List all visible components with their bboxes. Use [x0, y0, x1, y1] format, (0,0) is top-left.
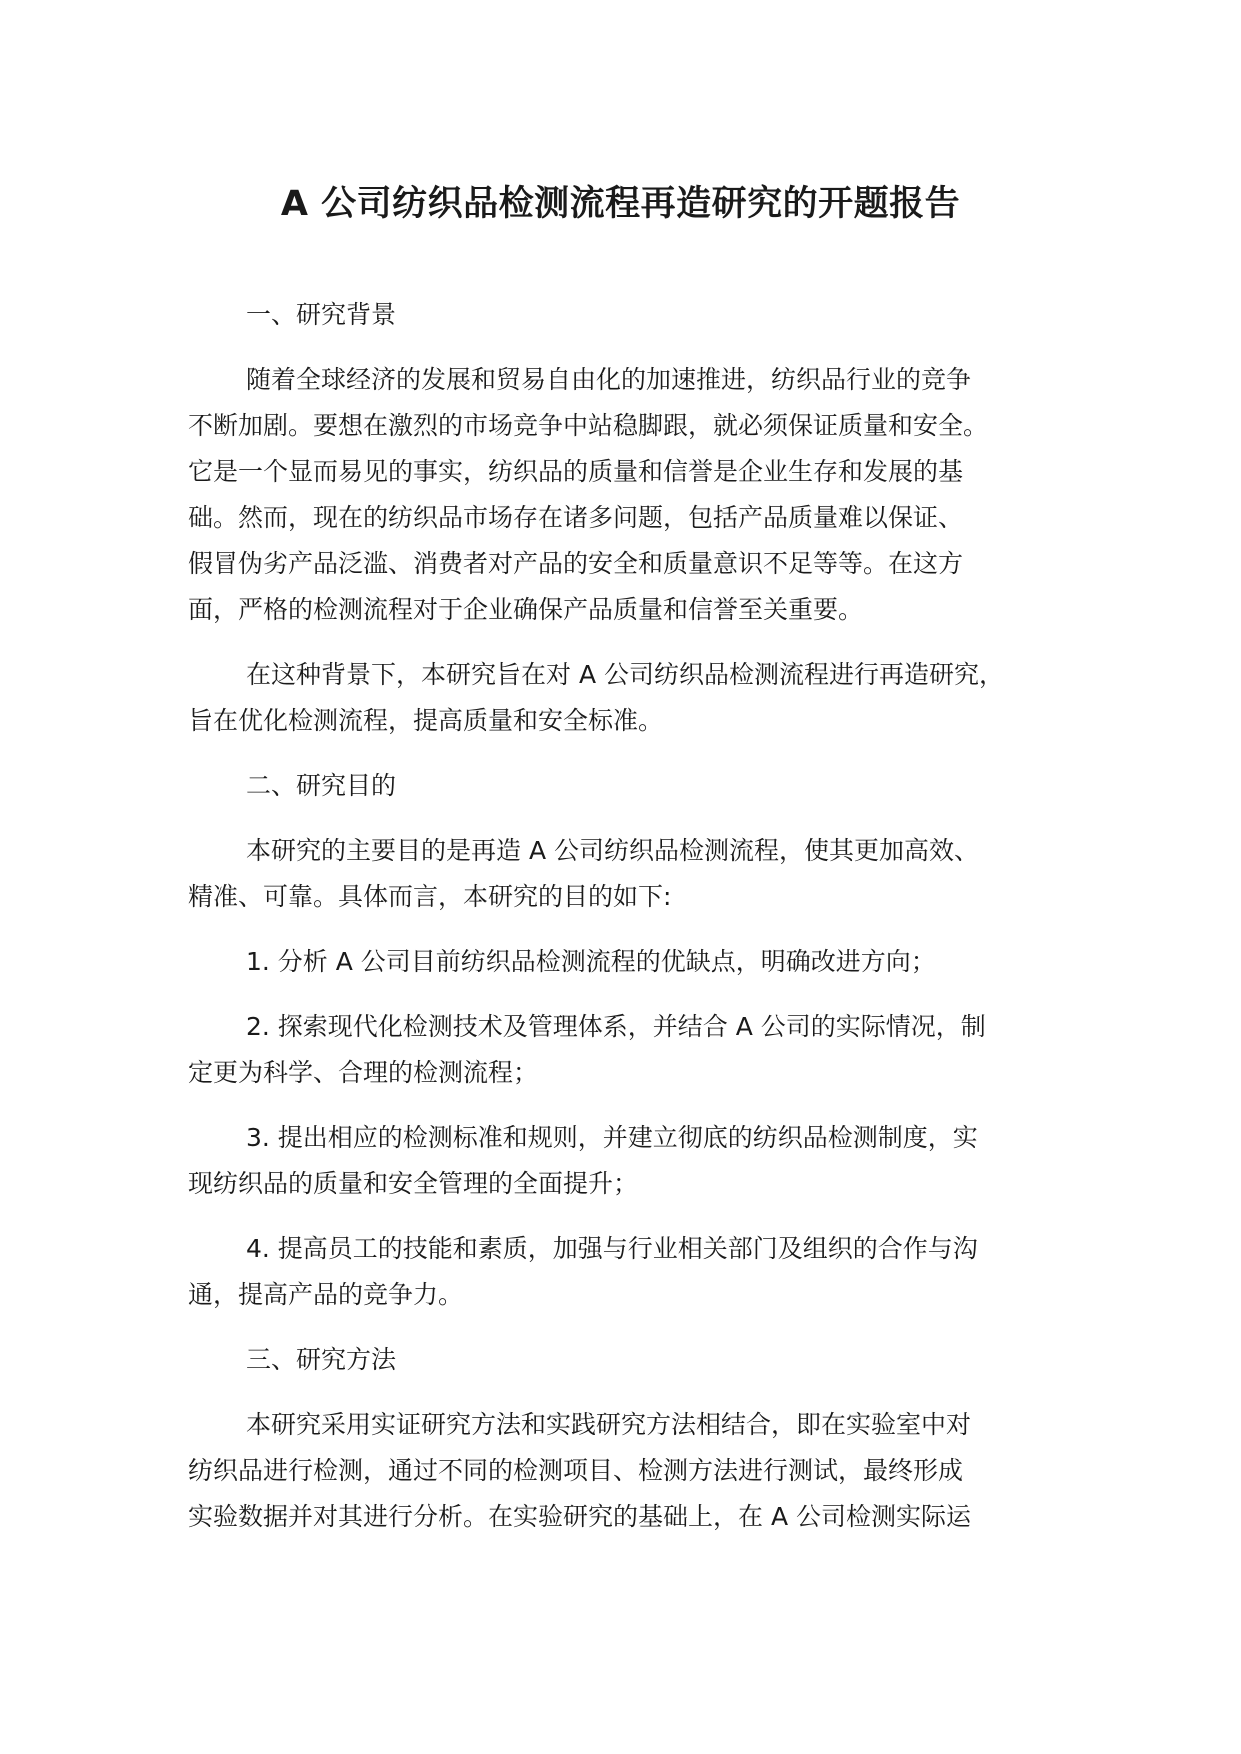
section-heading-methods: 三、研究方法 [246, 1345, 397, 1374]
document-title: A 公司纺织品检测流程再造研究的开题报告 [280, 184, 961, 224]
paragraph: 本研究的主要目的是再造 A 公司纺织品检测流程，使其更加高效、 精准、可靠。具体而言，本研究的目的如下: [188, 836, 979, 911]
paragraph: 随着全球经济的发展和贸易自由化的加速推进，纺织品行业的竞争 不断加剧。要想在激烈的市场竞争中站稳脚跟，就必须保证质量和安全。 它是一个显而易见的事实，纺织品的质量和信誉是企业生存和发展的基 础。然而，现在的纺织品市场存在诸多问题，包括产品质量难以保证、 假冒伪劣产品泛滥、消费者对产品的安全和质量意识不足等等。在这方 面，严格的检测流程对于企业确保产品质量和信誉至关重要。 [188, 365, 989, 624]
list-item: 2. 探索现代化检测技术及管理体系，并结合 A 公司的实际情况，制 定更为科学、合理的检测流程； [188, 1012, 986, 1087]
section-heading-objectives: 二、研究目的 [246, 771, 397, 800]
paragraph: 本研究采用实证研究方法和实践研究方法相结合，即在实验室中对 纺织品进行检测，通过不同的检测项目、检测方法进行测试，最终形成 实验数据并对其进行分析。在实验研究的基础上，在 A 公司检测实际运 [188, 1410, 972, 1531]
list-item: 3. 提出相应的检测标准和规则，并建立彻底的纺织品检测制度，实 现纺织品的质量和安全管理的全面提升； [188, 1123, 978, 1198]
list-item: 4. 提高员工的技能和素质，加强与行业相关部门及组织的合作与沟 通，提高产品的竞争力。 [188, 1234, 978, 1309]
section-heading-background: 一、研究背景 [246, 300, 397, 329]
list-item: 1. 分析 A 公司目前纺织品检测流程的优缺点，明确改进方向； [246, 947, 936, 976]
paragraph: 在这种背景下，本研究旨在对 A 公司纺织品检测流程进行再造研究， 旨在优化检测流程，提高质量和安全标准。 [188, 660, 1004, 735]
document-body [188, 292, 1068, 1559]
